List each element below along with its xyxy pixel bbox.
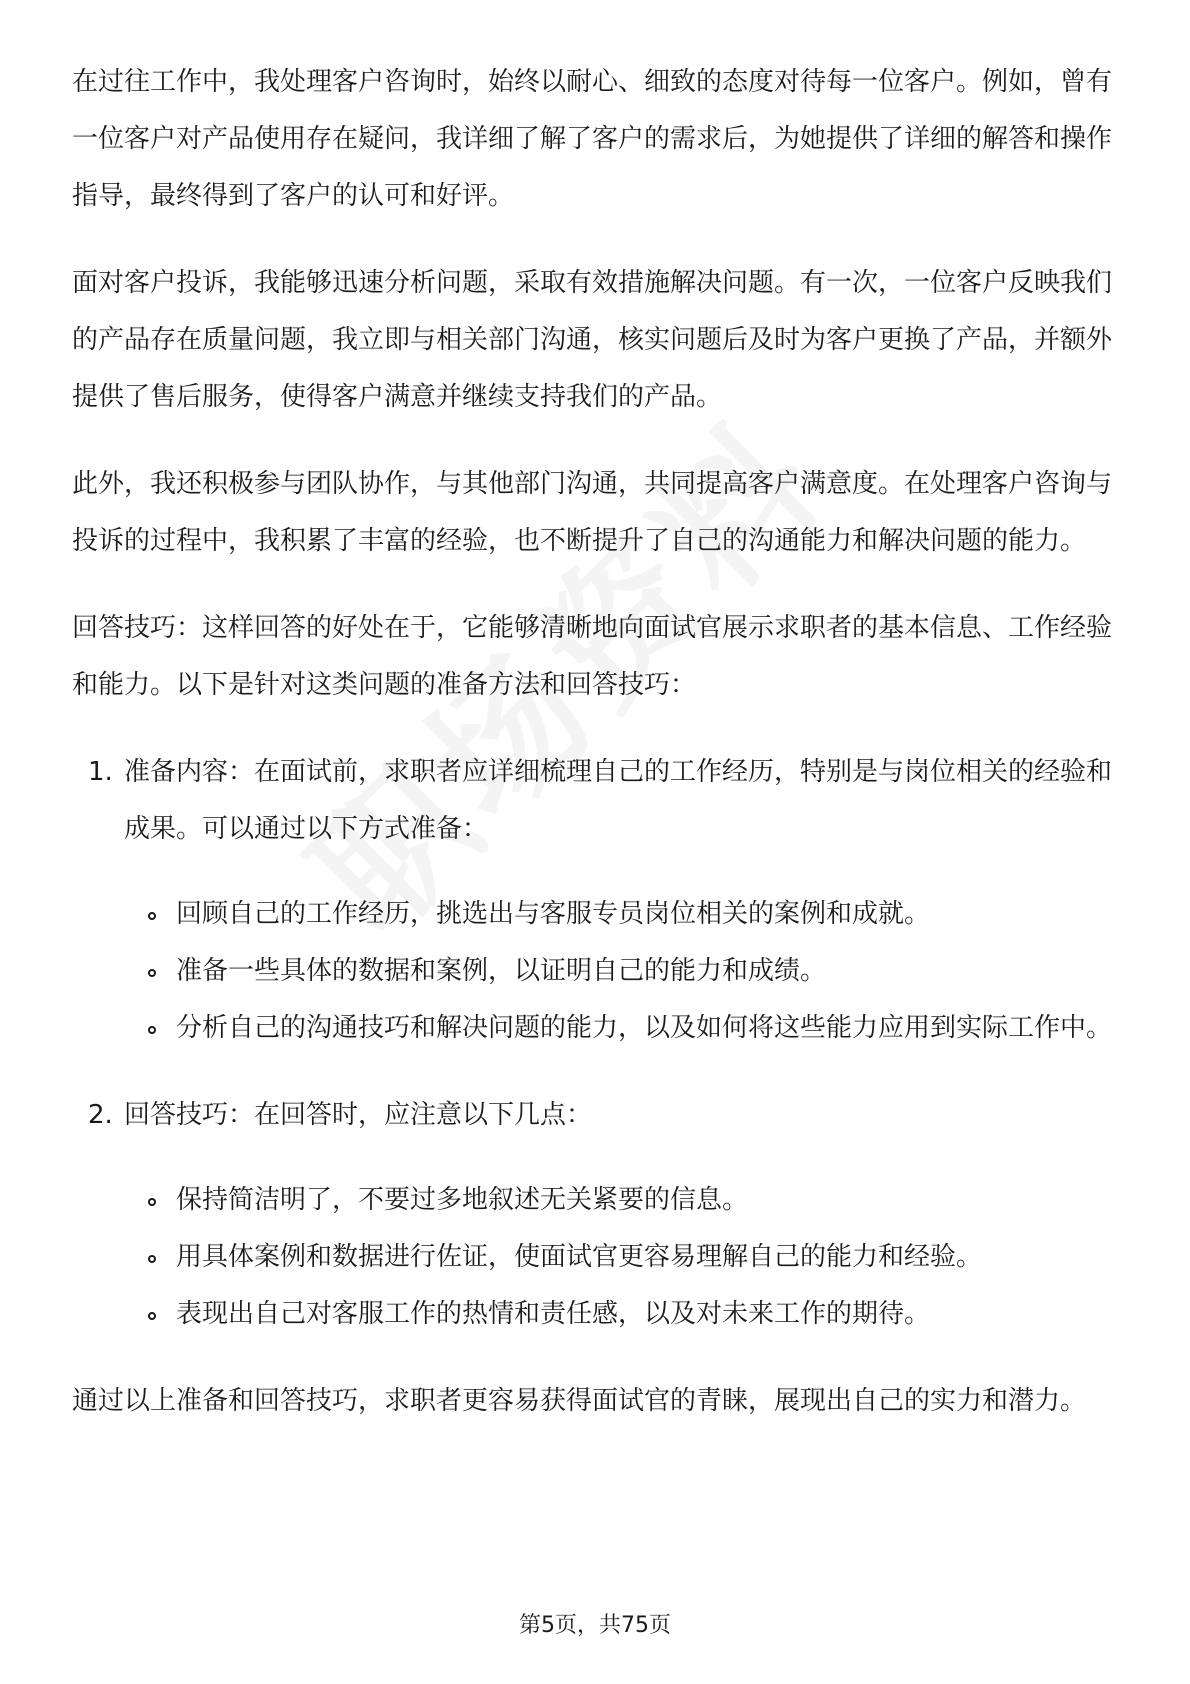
circle-bullet-icon bbox=[148, 1255, 156, 1263]
page-number: 第5页，共75页 bbox=[519, 1613, 671, 1638]
circle-bullet-icon bbox=[148, 1312, 156, 1320]
list-item bbox=[72, 744, 1122, 1057]
circle-bullet-icon bbox=[148, 969, 156, 977]
list-item-text: 准备内容：在面试前，求职者应详细梳理自己的工作经历，特别是与岗位相关的经验和成果。可以通过以下方式准备： bbox=[124, 757, 1113, 844]
sub-list-item bbox=[124, 1172, 1122, 1229]
paragraph-complaint: 面对客户投诉，我能够迅速分析问题，采取有效措施解决问题。有一次，一位客户反映我们的产品存在质量问题，我立即与相关部门沟通，核实问题后及时为客户更换了产品，并额外提供了售后服务，使得客户满意并继续支持我们的产品。 bbox=[72, 268, 1113, 412]
sub-list-item-text: 用具体案例和数据进行佐证，使面试官更容易理解自己的能力和经验。 bbox=[176, 1242, 983, 1272]
paragraph-teamwork: 此外，我还积极参与团队协作，与其他部门沟通，共同提高客户满意度。在处理客户咨询与投诉的过程中，我积累了丰富的经验，也不断提升了自己的沟通能力和解决问题的能力。 bbox=[72, 469, 1113, 556]
paragraph-experience: 在过往工作中，我处理客户咨询时，始终以耐心、细致的态度对待每一位客户。例如，曾有一位客户对产品使用存在疑问，我详细了解了客户的需求后，为她提供了详细的解答和操作指导，最终得到了客户的认可和好评。 bbox=[72, 67, 1113, 211]
sub-list-item-text: 表现出自己对客服工作的热情和责任感，以及对未来工作的期待。 bbox=[176, 1299, 931, 1329]
sub-list-item-text: 回顾自己的工作经历，挑选出与客服专员岗位相关的案例和成就。 bbox=[176, 899, 931, 929]
sub-list-item bbox=[124, 886, 1122, 943]
list-item bbox=[72, 1087, 1122, 1343]
sub-list-item-text: 分析自己的沟通技巧和解决问题的能力，以及如何将这些能力应用到实际工作中。 bbox=[176, 1013, 1113, 1043]
sub-list-item bbox=[124, 1286, 1122, 1343]
list-number: 2. bbox=[88, 1100, 113, 1130]
tips-list bbox=[72, 744, 1122, 1343]
page-content bbox=[72, 54, 1122, 1460]
sub-list-item bbox=[124, 1000, 1122, 1057]
sub-list-item-text: 保持简洁明了，不要过多地叙述无关紧要的信息。 bbox=[176, 1185, 749, 1215]
sub-list bbox=[124, 1172, 1122, 1343]
paragraph-conclusion: 通过以上准备和回答技巧，求职者更容易获得面试官的青睐，展现出自己的实力和潜力。 bbox=[72, 1386, 1087, 1416]
sub-list bbox=[124, 886, 1122, 1057]
circle-bullet-icon bbox=[148, 912, 156, 920]
sub-list-item bbox=[124, 943, 1122, 1000]
paragraph-answer-tips: 回答技巧：这样回答的好处在于，它能够清晰地向面试官展示求职者的基本信息、工作经验和能力。以下是针对这类问题的准备方法和回答技巧： bbox=[72, 613, 1113, 700]
list-number: 1. bbox=[88, 757, 113, 787]
circle-bullet-icon bbox=[148, 1026, 156, 1034]
circle-bullet-icon bbox=[148, 1198, 156, 1206]
sub-list-item-text: 准备一些具体的数据和案例，以证明自己的能力和成绩。 bbox=[176, 956, 827, 986]
sub-list-item bbox=[124, 1229, 1122, 1286]
list-item-text: 回答技巧：在回答时，应注意以下几点： bbox=[124, 1100, 593, 1130]
